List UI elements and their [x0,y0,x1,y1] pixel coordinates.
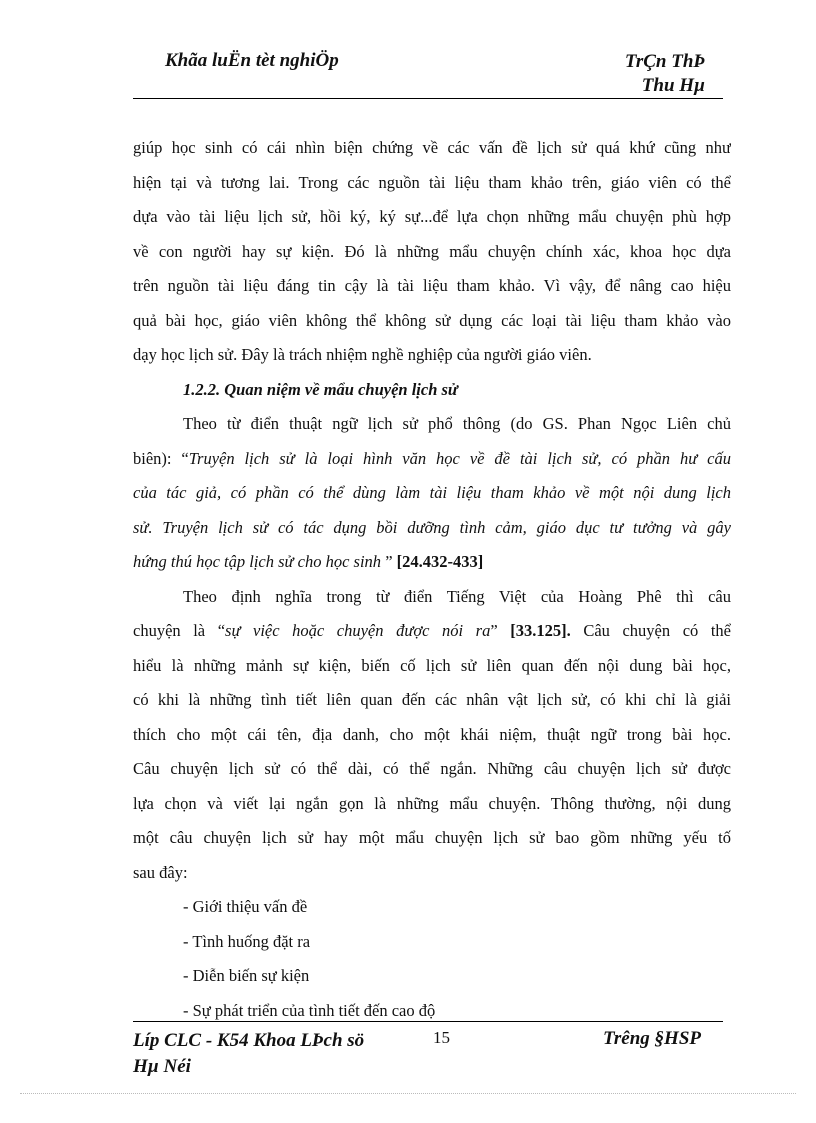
quote-line: sử. Truyện lịch sử có tác dụng bồi dưỡng tình cảm, giáo dục tư tưởng và gây [133,517,731,537]
text-span: Câu chuyện có thể [570,621,731,640]
paragraph-line: sau đây: [133,862,188,882]
paragraph-line: dựa vào tài liệu lịch sử, hồi ký, ký sự...để lựa chọn những mẩu chuyện phù hợp [133,207,731,226]
list-item: - Sự phát triển của tình tiết đến cao độ [183,1000,436,1020]
paragraph-line: Theo định nghĩa trong từ điển Tiếng Việt của Hoàng Phê thì câu [183,586,731,606]
text-span: ” [490,621,511,640]
paragraph-line: có khi là những tình tiết liên quan đến các nhân vật lịch sử, có khi chỉ là giải [133,690,731,709]
footer-class-line2: Hµ Néi [133,1056,191,1077]
paragraph-line: Câu chuyện lịch sử có thể dài, có thể ngắn. Những câu chuyện lịch sử được [133,759,731,778]
header-author-line1: TrÇn ThÞ [624,51,705,72]
citation: [33.125]. [510,621,571,640]
paragraph-line: về con người hay sự kiện. Đó là những mẩu chuyện chính xác, khoa học dựa [133,241,731,261]
quote-text: Truyện lịch sử là loại hình văn học về đề tài lịch sử, có phần hư cấu [188,448,731,468]
header-author-line2: Thu Hµ [641,75,705,96]
paragraph-line [133,614,731,649]
paragraph-line: dạy học lịch sử. Đây là trách nhiệm nghề nghiệp của người giáo viên. [133,345,592,364]
citation: [24.432-433] [396,552,484,571]
paragraph-line: hiện tại và tương lai. Trong các nguồn tài liệu tham khảo trên, giáo viên có thể [133,172,731,192]
quote-text: hứng thú học tập lịch sử cho học sinh [133,552,382,571]
paragraph-line: lựa chọn và viết lại ngắn gọn là những mẩu chuyện. Thông thường, nội dung [133,793,731,813]
page-header [133,48,723,99]
list-item: - Giới thiệu vấn đề [183,897,308,916]
paragraph-line [133,545,731,580]
paragraph-line: trên nguồn tài liệu đáng tin cậy là tài liệu tham khảo. Vì vậy, để nâng cao hiệu [133,276,731,295]
list-item: - Diễn biến sự kiện [183,966,310,985]
text-span: biên): “ [133,448,189,468]
paragraph-line [133,442,731,477]
section-heading: 1.2.2. Quan niệm về mẩu chuyện lịch sử [183,379,458,399]
list-item: - Tình huống đặt ra [183,931,311,951]
page-footer [133,1021,723,1082]
header-thesis-title: Khãa luËn tèt nghiÖp [165,50,339,71]
footer-class-line1: Líp CLC - K54 Khoa LÞch sö [133,1030,365,1051]
body-text [133,131,731,1028]
paragraph-line: hiểu là những mảnh sự kiện, biến cố lịch sử liên quan đến nội dung bài học, [133,655,731,675]
paragraph-line: giúp học sinh có cái nhìn biện chứng về các vấn đề lịch sử quá khứ cũng như [133,138,731,157]
footer-university: Trêng §HSP [603,1028,701,1049]
footer-class-info [133,1028,364,1080]
paragraph-line: quả bài học, giáo viên không thể không sử dụng các loại tài liệu tham khảo vào [133,310,731,330]
header-author [625,50,705,98]
text-span: chuyện là “ [133,621,226,640]
page-bottom-divider [20,1093,796,1094]
page-number: 15 [433,1028,450,1047]
text-span: ” [381,552,397,571]
quote-text: sự việc hoặc chuyện được nói ra [225,621,491,640]
paragraph-line: thích cho một cái tên, địa danh, cho một khái niệm, thuật ngữ trong bài học. [133,724,731,744]
paragraph-line: Theo từ điển thuật ngữ lịch sử phổ thông (do GS. Phan Ngọc Liên chủ [183,414,731,433]
quote-line: của tác giả, có phần có thể dùng làm tài liệu tham khảo về một nội dung lịch [133,483,731,502]
paragraph-line: một câu chuyện lịch sử hay một mẩu chuyện lịch sử bao gồm những yếu tố [133,828,731,847]
